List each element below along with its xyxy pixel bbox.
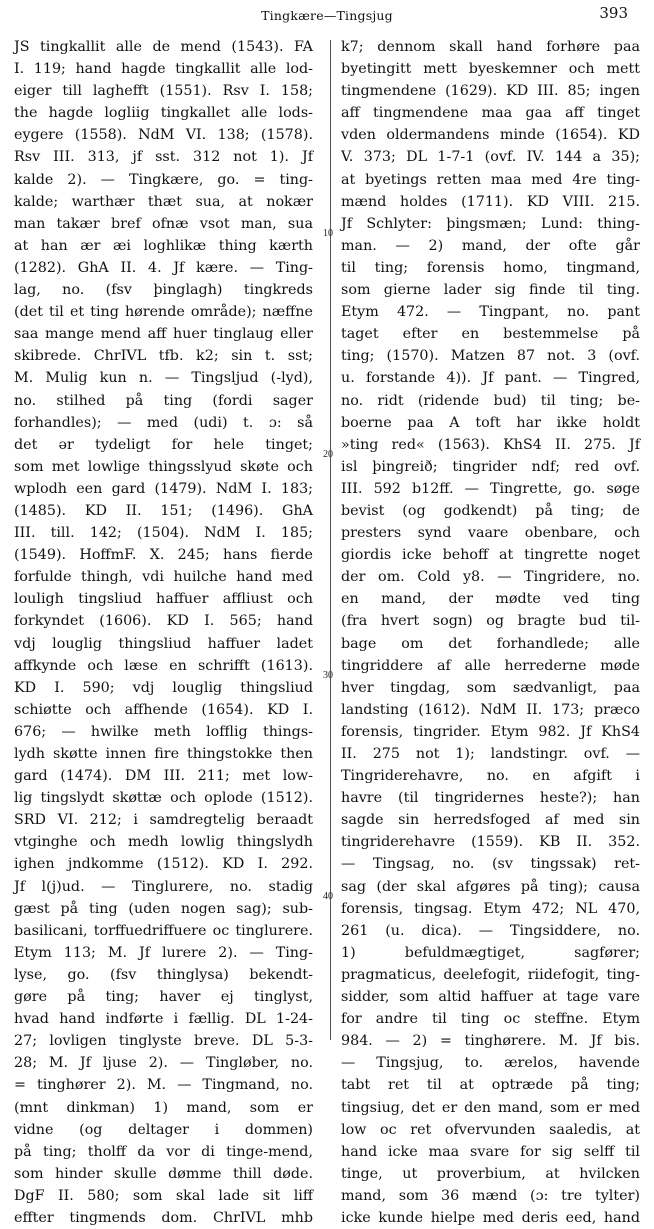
text-line: JS tingkallit alle de mend (1543). FA bbox=[14, 39, 313, 55]
text-line: Etym 113; M. Jf lurere 2). — Ting- bbox=[14, 944, 313, 961]
text-line: på ting; tholff da vor di tinge-mend, bbox=[14, 1143, 313, 1160]
text-line: tingsiug, det er den mand, som er med bbox=[341, 1099, 640, 1116]
text-line: wplodh een gard (1479). NdM I. 183; bbox=[14, 480, 313, 497]
text-line: sagde sin herredsfoged af med sin bbox=[341, 812, 640, 829]
text-line: DgF II. 580; som skal lade sit liff bbox=[14, 1187, 313, 1204]
text-line: effter tingmends dom. ChrIVL mhb bbox=[14, 1209, 313, 1226]
text-line: hand icke maa svare for sig selff til bbox=[341, 1143, 640, 1160]
text-line: tabt ret til at optræde på ting; bbox=[341, 1077, 640, 1094]
text-line: mænd holdes (1711). KD VIII. 215. bbox=[341, 193, 640, 210]
text-line: no. stilhed på ting (fordi sager bbox=[14, 392, 313, 409]
line-number: 30 bbox=[323, 670, 333, 681]
text-line: »ting red« (1563). KhS4 II. 275. Jf bbox=[341, 436, 640, 453]
text-line: forensis, tingsag. Etym 472; NL 470, bbox=[341, 900, 640, 917]
text-line: kalde; warthær thæt sua, at nokær bbox=[14, 193, 313, 210]
text-line: Jf l(j)ud. — Tinglurere, no. stadig bbox=[14, 878, 313, 895]
text-line: man. — 2) mand, der ofte går bbox=[341, 237, 640, 254]
text-line: at byetings retten maa med 4re ting- bbox=[341, 171, 640, 188]
text-line: at han ær æi loghlikæ thing kærth bbox=[14, 237, 313, 254]
text-line: der om. Cold y8. — Tingridere, no. bbox=[341, 569, 640, 586]
text-line: til ting; forensis homo, tingmand, bbox=[341, 259, 640, 276]
text-line: saa mange mend aff huer tinglaug eller bbox=[14, 326, 313, 343]
text-line: basilicani, torffuedriffuere oc tinglurere. bbox=[14, 922, 313, 939]
text-line: — Tingsjug, to. ærelos, havende bbox=[341, 1055, 640, 1072]
text-line: k7; dennom skall hand forhøre paa bbox=[341, 39, 640, 55]
text-line: gæst på ting (uden nogen sag); sub- bbox=[14, 900, 313, 917]
text-line: schiøtte och affhende (1654). KD I. bbox=[14, 701, 313, 718]
text-line: forfulde thingh, vdi huilche hand med bbox=[14, 569, 313, 586]
text-line: vden oldermandens minde (1654). KD bbox=[341, 127, 640, 144]
text-line: kalde 2). — Tingkære, go. = ting- bbox=[14, 171, 313, 188]
text-line: eiger till laghefft (1551). Rsv I. 158; bbox=[14, 83, 313, 100]
text-line: en mand, der mødte ved ting bbox=[341, 591, 640, 608]
text-line: som hinder skulle dømme thill døde. bbox=[14, 1165, 313, 1182]
text-line: aff tingmendene maa gaa aff tinget bbox=[341, 105, 640, 122]
text-line: bevist (og godkendt) på ting; de bbox=[341, 502, 640, 519]
text-line: 984. — 2) = tinghørere. M. Jf bis. bbox=[341, 1033, 640, 1050]
running-head: Tingkære—Tingsjug bbox=[261, 8, 393, 23]
line-number: 20 bbox=[323, 449, 333, 460]
text-line: forkyndet (1606). KD I. 565; hand bbox=[14, 613, 313, 630]
text-line: 28; M. Jf ljuse 2). — Tingløber, no. bbox=[14, 1055, 313, 1072]
text-line: (1485). KD II. 151; (1496). GhA bbox=[14, 502, 313, 519]
text-line: — Tingsag, no. (sv tingssak) ret- bbox=[341, 856, 640, 873]
text-line: I. 119; hand hagde tingkallit alle lod- bbox=[14, 61, 313, 78]
text-line: affkynde och læse en schrifft (1613). bbox=[14, 657, 313, 674]
text-line: vidne (og deltager i dommen) bbox=[14, 1121, 313, 1138]
text-line: (1282). GhA II. 4. Jf kære. — Ting- bbox=[14, 259, 313, 276]
text-line: Rsv III. 313, jf sst. 312 not 1). Jf bbox=[14, 149, 313, 166]
text-line: low oc ret ofvervunden saaledis, at bbox=[341, 1121, 640, 1138]
text-line: isl þingreið; tingrider ndf; red ovf. bbox=[341, 458, 640, 475]
text-line: presters synd vaare obenbare, och bbox=[341, 525, 640, 542]
text-line: (1549). HoffmF. X. 245; hans fierde bbox=[14, 547, 313, 564]
text-line: no. ridt (ridende bud) til ting; be- bbox=[341, 392, 640, 409]
text-line: (fra hvert sogn) og bragte bud til- bbox=[341, 613, 640, 630]
text-line: louligh tingsliud haffuer affliust och bbox=[14, 591, 313, 608]
text-line: (det til et ting hørende område); næffne bbox=[14, 304, 313, 321]
text-line: tingriderehavre (1559). KB II. 352. bbox=[341, 834, 640, 851]
text-line: 27; lovligen tinglyste breve. DL 5-3- bbox=[14, 1033, 313, 1050]
line-number: 10 bbox=[323, 228, 333, 239]
text-line: byetingitt mett byeskemner och mett bbox=[341, 61, 640, 78]
text-line: lyse, go. (fsv thinglysa) bekendt- bbox=[14, 966, 313, 983]
text-line: for andre til ting oc steffne. Etym bbox=[341, 1011, 640, 1028]
text-line: boerne paa A toft har ikke holdt bbox=[341, 414, 640, 431]
text-line: tingmendene (1629). KD III. 85; ingen bbox=[341, 83, 640, 100]
text-line: Etym 472. — Tingpant, no. pant bbox=[341, 304, 640, 321]
text-line: forhandles); — med (udi) t. ɔ: så bbox=[14, 414, 313, 431]
text-line: som met lowlige thingsslyud skøte och bbox=[14, 458, 313, 475]
left-column bbox=[14, 36, 313, 1229]
text-line: the hagde logliig tingkallet alle lods- bbox=[14, 105, 313, 122]
text-line: KD I. 590; vdj louglig thingsliud bbox=[14, 679, 313, 696]
text-line: bage om det forhandlede; alle bbox=[341, 635, 640, 652]
text-line: forensis, tingrider. Etym 982. Jf KhS4 bbox=[341, 723, 640, 740]
text-line: lag, no. (fsv þinglagh) tingkreds bbox=[14, 282, 313, 299]
text-line: III. 592 b12ff. — Tingrette, go. søge bbox=[341, 480, 640, 497]
text-line: hvad hand indførte i fællig. DL 1-24- bbox=[14, 1011, 313, 1028]
text-line: man takær bref ofnæ vsot man, sua bbox=[14, 215, 313, 232]
page-number: 393 bbox=[599, 4, 628, 22]
text-line: (mnt dinkman) 1) mand, som er bbox=[14, 1099, 313, 1116]
column-divider bbox=[330, 40, 331, 1040]
text-line: tinge, ut proverbium, at hvilcken bbox=[341, 1165, 640, 1182]
text-line: ighen jndkomme (1512). KD I. 292. bbox=[14, 856, 313, 873]
text-line: skibrede. ChrIVL tfb. k2; sin t. sst; bbox=[14, 348, 313, 365]
text-line: vtginghe och medh lowlig thingslydh bbox=[14, 834, 313, 851]
page-header bbox=[0, 0, 654, 30]
text-line: ting; (1570). Matzen 87 not. 3 (ovf. bbox=[341, 348, 640, 365]
text-line: Jf Schlyter: þingsmæn; Lund: thing- bbox=[341, 215, 640, 232]
text-line: 1) befuldmægtiget, sagfører; bbox=[341, 944, 640, 961]
text-line: som gierne lader sig finde til ting. bbox=[341, 282, 640, 299]
text-line: M. Mulig kun n. — Tingsljud (-lyd), bbox=[14, 370, 313, 387]
text-line: pragmaticus, deelefogit, riidefogit, ting- bbox=[341, 966, 640, 983]
text-line: = tinghører 2). M. — Tingmand, no. bbox=[14, 1077, 313, 1094]
text-line: u. forstande 4)). Jf pant. — Tingred, bbox=[341, 370, 640, 387]
text-line: II. 275 not 1); landstingr. ovf. — bbox=[341, 746, 640, 762]
text-line: gard (1474). DM III. 211; met low- bbox=[14, 768, 313, 785]
text-line: sidder, som altid haffuer at tage vare bbox=[341, 989, 640, 1006]
text-line: III. till. 142; (1504). NdM I. 185; bbox=[14, 525, 313, 542]
text-line: 676; — hwilke meth lofflig things- bbox=[14, 723, 313, 740]
text-line: vdj louglig thingsliud haffuer ladet bbox=[14, 635, 313, 652]
text-line: taget efter en bestemmelse på bbox=[341, 326, 640, 343]
text-line: landsting (1612). NdM II. 173; præco bbox=[341, 701, 640, 718]
line-number: 40 bbox=[323, 891, 333, 902]
text-line: giordis icke behoff at tingrette noget bbox=[341, 547, 640, 564]
text-line: sag (der skal afgøres på ting); causa bbox=[341, 878, 640, 895]
text-line: tingriddere af alle herrederne møde bbox=[341, 657, 640, 674]
text-line: hver tingdag, som sædvanligt, paa bbox=[341, 679, 640, 696]
right-column bbox=[341, 36, 640, 1229]
text-line: Tingriderehavre, no. en afgift i bbox=[341, 768, 640, 785]
text-line: lydh skøtte innen fire thingstokke then bbox=[14, 746, 313, 762]
text-line: SRD VI. 212; i samdregtelig beraadt bbox=[14, 812, 313, 829]
text-line: mand, som 36 mænd (ɔ: tre tylter) bbox=[341, 1187, 640, 1204]
text-line: eygere (1558). NdM VI. 138; (1578). bbox=[14, 127, 313, 144]
text-line: icke kunde hielpe med deris eed, hand bbox=[341, 1209, 640, 1226]
text-line: lig tingslydt skøttæ och oplode (1512). bbox=[14, 790, 313, 807]
text-line: det ər tydeligt for hele tinget; bbox=[14, 436, 313, 453]
text-line: V. 373; DL 1-7-1 (ovf. IV. 144 a 35); bbox=[341, 149, 640, 166]
text-line: gøre på ting; haver ej tinglyst, bbox=[14, 989, 313, 1006]
text-line: havre (til tingridernes heste?); han bbox=[341, 790, 640, 807]
text-line: 261 (u. dica). — Tingsiddere, no. bbox=[341, 922, 640, 939]
